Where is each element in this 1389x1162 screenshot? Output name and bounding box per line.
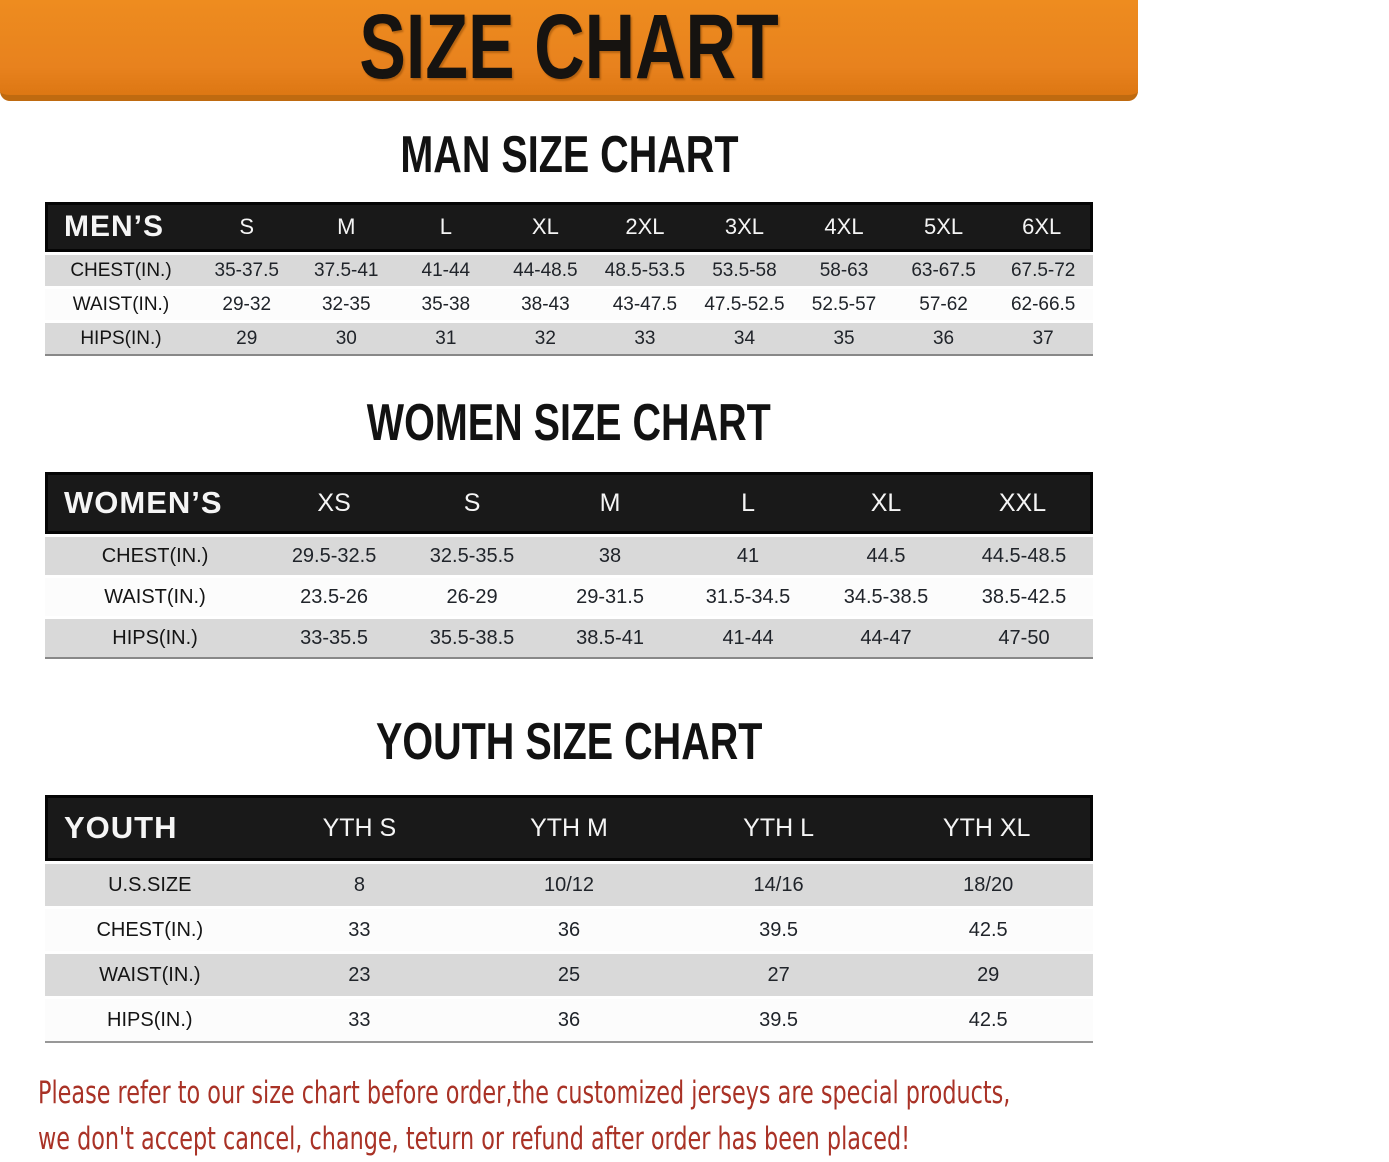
measurement-row — [45, 289, 1093, 320]
size-value: 35-37.5 — [197, 255, 297, 286]
size-value: 35 — [794, 323, 894, 356]
size-value: 67.5-72 — [993, 255, 1093, 286]
size-header-row — [45, 202, 1093, 252]
size-column-header: M — [541, 472, 679, 534]
row-label: WAIST(IN.) — [45, 578, 265, 616]
size-value: 39.5 — [674, 999, 884, 1043]
row-label: CHEST(IN.) — [45, 537, 265, 575]
size-value: 29.5-32.5 — [265, 537, 403, 575]
disclaimer — [38, 1070, 1138, 1162]
size-value: 32-35 — [297, 289, 397, 320]
group-label: WOMEN’S — [45, 472, 265, 534]
size-value: 29 — [883, 954, 1093, 996]
size-value: 53.5-58 — [695, 255, 795, 286]
size-value: 47.5-52.5 — [695, 289, 795, 320]
banner — [0, 0, 1138, 101]
size-column-header: XL — [496, 202, 596, 252]
size-column-header: M — [297, 202, 397, 252]
group-label: YOUTH — [45, 795, 255, 861]
measurement-row — [45, 255, 1093, 286]
size-column-header: 3XL — [695, 202, 795, 252]
size-value: 23.5-26 — [265, 578, 403, 616]
size-value: 31 — [396, 323, 496, 356]
size-value: 41 — [679, 537, 817, 575]
size-header-row — [45, 472, 1093, 534]
size-header-row — [45, 795, 1093, 861]
row-label: CHEST(IN.) — [45, 909, 255, 951]
measurement-row — [45, 999, 1093, 1043]
size-value: 35-38 — [396, 289, 496, 320]
size-column-header: 5XL — [894, 202, 994, 252]
measurement-row — [45, 537, 1093, 575]
size-value: 41-44 — [679, 619, 817, 659]
section-title-womens — [0, 395, 1138, 451]
group-label: MEN’S — [45, 202, 197, 252]
womens-size-table — [45, 469, 1093, 662]
youth-size-table — [45, 792, 1093, 1046]
measurement-row — [45, 909, 1093, 951]
section-title-text: YOUTH SIZE CHART — [375, 713, 763, 771]
size-column-header: 4XL — [794, 202, 894, 252]
measurement-row — [45, 323, 1093, 356]
row-label: HIPS(IN.) — [45, 323, 197, 356]
size-value: 63-67.5 — [894, 255, 994, 286]
size-value: 62-66.5 — [993, 289, 1093, 320]
size-section-womens — [0, 395, 1138, 662]
size-value: 36 — [894, 323, 994, 356]
size-value: 14/16 — [674, 864, 884, 906]
measurement-row — [45, 864, 1093, 906]
size-column-header: 2XL — [595, 202, 695, 252]
sections-container — [0, 127, 1138, 1046]
size-value: 42.5 — [883, 909, 1093, 951]
size-column-header: 6XL — [993, 202, 1093, 252]
row-label: WAIST(IN.) — [45, 954, 255, 996]
size-value: 42.5 — [883, 999, 1093, 1043]
size-value: 43-47.5 — [595, 289, 695, 320]
size-column-header: YTH L — [674, 795, 884, 861]
size-column-header: L — [679, 472, 817, 534]
section-title-text: MAN SIZE CHART — [399, 126, 739, 184]
size-value: 36 — [464, 999, 674, 1043]
size-value: 44.5-48.5 — [955, 537, 1093, 575]
size-value: 23 — [255, 954, 465, 996]
row-label: U.S.SIZE — [45, 864, 255, 906]
size-column-header: YTH XL — [883, 795, 1093, 861]
size-value: 38.5-42.5 — [955, 578, 1093, 616]
size-column-header: L — [396, 202, 496, 252]
size-value: 33 — [255, 909, 465, 951]
size-column-header: YTH M — [464, 795, 674, 861]
size-value: 37.5-41 — [297, 255, 397, 286]
size-value: 25 — [464, 954, 674, 996]
size-section-mens — [0, 127, 1138, 359]
section-title-text: WOMEN SIZE CHART — [367, 394, 771, 452]
size-value: 18/20 — [883, 864, 1093, 906]
size-value: 58-63 — [794, 255, 894, 286]
size-value: 36 — [464, 909, 674, 951]
size-value: 41-44 — [396, 255, 496, 286]
size-value: 44-48.5 — [496, 255, 596, 286]
measurement-row — [45, 619, 1093, 659]
size-value: 35.5-38.5 — [403, 619, 541, 659]
section-title-mens — [0, 127, 1138, 183]
disclaimer-line-1: Please refer to our size chart before order,the customized jerseys are special products, — [38, 1075, 1011, 1111]
disclaimer-line-2: we don't accept cancel, change, teturn or refund after order has been placed! — [38, 1121, 911, 1157]
size-column-header: YTH S — [255, 795, 465, 861]
mens-size-table — [45, 199, 1093, 359]
size-value: 37 — [993, 323, 1093, 356]
size-value: 44.5 — [817, 537, 955, 575]
measurement-row — [45, 954, 1093, 996]
row-label: CHEST(IN.) — [45, 255, 197, 286]
size-value: 32.5-35.5 — [403, 537, 541, 575]
size-value: 29-32 — [197, 289, 297, 320]
size-column-header: S — [197, 202, 297, 252]
size-value: 38 — [541, 537, 679, 575]
size-value: 10/12 — [464, 864, 674, 906]
row-label: HIPS(IN.) — [45, 619, 265, 659]
measurement-row — [45, 578, 1093, 616]
size-value: 31.5-34.5 — [679, 578, 817, 616]
size-value: 33 — [255, 999, 465, 1043]
size-value: 30 — [297, 323, 397, 356]
size-column-header: XXL — [955, 472, 1093, 534]
size-value: 38.5-41 — [541, 619, 679, 659]
row-label: WAIST(IN.) — [45, 289, 197, 320]
size-column-header: S — [403, 472, 541, 534]
size-value: 27 — [674, 954, 884, 996]
size-value: 26-29 — [403, 578, 541, 616]
page-title — [293, 0, 845, 98]
row-label: HIPS(IN.) — [45, 999, 255, 1043]
size-value: 47-50 — [955, 619, 1093, 659]
size-value: 33-35.5 — [265, 619, 403, 659]
size-column-header: XS — [265, 472, 403, 534]
size-value: 33 — [595, 323, 695, 356]
size-value: 39.5 — [674, 909, 884, 951]
size-value: 34 — [695, 323, 795, 356]
size-value: 38-43 — [496, 289, 596, 320]
size-column-header: XL — [817, 472, 955, 534]
size-section-youth — [0, 714, 1138, 1046]
size-value: 29-31.5 — [541, 578, 679, 616]
size-value: 29 — [197, 323, 297, 356]
size-value: 44-47 — [817, 619, 955, 659]
size-value: 48.5-53.5 — [595, 255, 695, 286]
section-title-youth — [0, 714, 1138, 770]
size-value: 32 — [496, 323, 596, 356]
page-title-text: SIZE CHART — [359, 0, 779, 98]
size-value: 57-62 — [894, 289, 994, 320]
size-value: 34.5-38.5 — [817, 578, 955, 616]
size-value: 8 — [255, 864, 465, 906]
size-value: 52.5-57 — [794, 289, 894, 320]
